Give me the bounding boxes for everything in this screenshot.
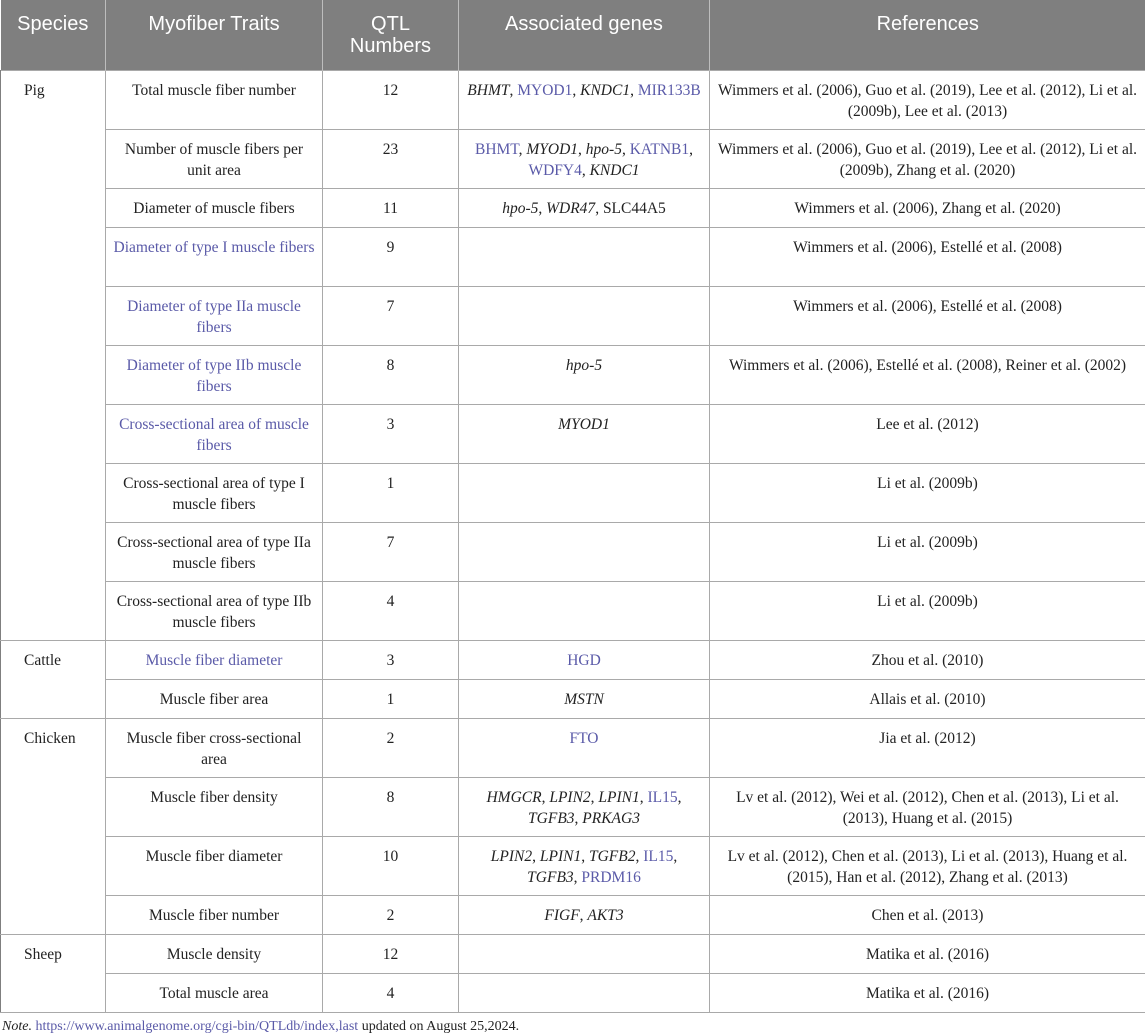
table-row xyxy=(1,934,1145,973)
species-cell: Sheep xyxy=(1,934,106,1012)
trait-cell: Muscle fiber density xyxy=(106,777,323,836)
refs-cell: Lv et al. (2012), Chen et al. (2013), Li et al. (2013), Huang et al. (2015), Han et al. (2012), Zhang et al. (2013) xyxy=(710,836,1145,895)
table-row xyxy=(1,70,1145,129)
gene: hpo-5 xyxy=(565,356,603,374)
header-row xyxy=(1,0,1145,70)
table-row xyxy=(1,973,1145,1012)
table-row xyxy=(1,463,1145,522)
gene: KNDC1 xyxy=(589,161,640,179)
genes-cell xyxy=(459,934,710,973)
refs-cell: Li et al. (2009b) xyxy=(710,463,1145,522)
gene: SLC44A5 xyxy=(602,199,666,217)
note-link[interactable]: https://www.animalgenome.org/cgi-bin/QTLdb/index,last xyxy=(35,1019,359,1034)
trait-link[interactable]: Diameter of type IIb muscle fibers xyxy=(126,356,302,395)
genes-cell xyxy=(459,718,710,777)
refs-cell: Wimmers et al. (2006), Estellé et al. (2008) xyxy=(710,227,1145,286)
qtl-cell: 1 xyxy=(323,679,459,718)
table-row xyxy=(1,188,1145,227)
genes-cell xyxy=(459,227,710,286)
genes-cell xyxy=(459,522,710,581)
gene-link[interactable]: KATNB1 xyxy=(629,140,690,158)
refs-cell: Wimmers et al. (2006), Estellé et al. (2008), Reiner et al. (2002) xyxy=(710,345,1145,404)
trait-cell: Muscle fiber number xyxy=(106,895,323,934)
gene: MYOD1 xyxy=(558,415,610,433)
genes-cell: BHMT, MYOD1, hpo-5, KATNB1, WDFY4, KNDC1 xyxy=(459,129,710,188)
header-species: Species xyxy=(1,0,106,70)
trait-cell xyxy=(106,640,323,679)
refs-cell: Matika et al. (2016) xyxy=(710,934,1145,973)
gene: AKT3 xyxy=(587,906,624,924)
refs-cell: Li et al. (2009b) xyxy=(710,581,1145,640)
trait-cell xyxy=(106,404,323,463)
gene: TGFB3 xyxy=(527,868,574,886)
genes-cell: FIGF, AKT3 xyxy=(459,895,710,934)
table-row xyxy=(1,895,1145,934)
gene-link[interactable]: IL15 xyxy=(647,788,678,806)
qtl-cell: 8 xyxy=(323,345,459,404)
gene-link[interactable]: WDFY4 xyxy=(528,161,582,179)
trait-link[interactable]: Muscle fiber diameter xyxy=(145,651,283,669)
gene: hpo-5 xyxy=(585,140,622,158)
gene: TGFB2 xyxy=(588,847,636,865)
qtl-cell: 12 xyxy=(323,70,459,129)
species-cell: Chicken xyxy=(1,718,106,934)
refs-cell: Jia et al. (2012) xyxy=(710,718,1145,777)
gene: KNDC1 xyxy=(580,81,631,99)
qtl-cell: 4 xyxy=(323,581,459,640)
trait-cell: Muscle fiber cross-sectional area xyxy=(106,718,323,777)
genes-cell: LPIN2, LPIN1, TGFB2, IL15, TGFB3, PRDM16 xyxy=(459,836,710,895)
gene-link[interactable]: HGD xyxy=(567,651,601,669)
trait-cell: Muscle fiber diameter xyxy=(106,836,323,895)
refs-cell: Wimmers et al. (2006), Zhang et al. (2020) xyxy=(710,188,1145,227)
table-row xyxy=(1,679,1145,718)
table-row xyxy=(1,718,1145,777)
refs-cell: Li et al. (2009b) xyxy=(710,522,1145,581)
gene-link[interactable]: FTO xyxy=(569,729,599,747)
genes-cell xyxy=(459,973,710,1012)
refs-cell: Wimmers et al. (2006), Estellé et al. (2008) xyxy=(710,286,1145,345)
refs-cell: Wimmers et al. (2006), Guo et al. (2019), Lee et al. (2012), Li et al. (2009b), Lee et al. (2013) xyxy=(710,70,1145,129)
gene: MSTN xyxy=(564,690,604,708)
qtl-cell: 3 xyxy=(323,404,459,463)
genes-cell xyxy=(459,404,710,463)
genes-cell xyxy=(459,679,710,718)
qtl-cell: 10 xyxy=(323,836,459,895)
trait-cell xyxy=(106,345,323,404)
trait-link[interactable]: Diameter of type IIa muscle fibers xyxy=(127,297,301,336)
refs-cell: Chen et al. (2013) xyxy=(710,895,1145,934)
header-qtl: QTL Numbers xyxy=(323,0,459,70)
genes-cell: BHMT, MYOD1, KNDC1, MIR133B xyxy=(459,70,710,129)
qtl-cell: 8 xyxy=(323,777,459,836)
header-refs: References xyxy=(710,0,1145,70)
trait-cell: Number of muscle fibers per unit area xyxy=(106,129,323,188)
refs-cell: Matika et al. (2016) xyxy=(710,973,1145,1012)
trait-cell: Muscle fiber area xyxy=(106,679,323,718)
qtl-cell: 7 xyxy=(323,522,459,581)
qtl-cell: 2 xyxy=(323,895,459,934)
gene-link[interactable]: MIR133B xyxy=(637,81,701,99)
trait-cell: Total muscle area xyxy=(106,973,323,1012)
table-row xyxy=(1,777,1145,836)
species-cell: Cattle xyxy=(1,640,106,718)
gene: hpo-5 xyxy=(502,199,539,217)
table-row xyxy=(1,404,1145,463)
note-label: Note. xyxy=(2,1019,32,1034)
gene: TGFB3 xyxy=(528,809,575,827)
table-row xyxy=(1,345,1145,404)
gene: BHMT xyxy=(467,81,510,99)
refs-cell: Zhou et al. (2010) xyxy=(710,640,1145,679)
gene: FIGF xyxy=(544,906,580,924)
qtl-cell: 7 xyxy=(323,286,459,345)
trait-cell: Muscle density xyxy=(106,934,323,973)
genes-cell xyxy=(459,463,710,522)
gene-link[interactable]: IL15 xyxy=(643,847,674,865)
refs-cell: Lv et al. (2012), Wei et al. (2012), Chen et al. (2013), Li et al. (2013), Huang et al. (2015) xyxy=(710,777,1145,836)
qtl-cell: 4 xyxy=(323,973,459,1012)
genes-cell xyxy=(459,286,710,345)
table-note xyxy=(2,1018,519,1035)
refs-cell: Wimmers et al. (2006), Guo et al. (2019), Lee et al. (2012), Li et al. (2009b), Zhang et al. (2020) xyxy=(710,129,1145,188)
header-traits: Myofiber Traits xyxy=(106,0,323,70)
trait-cell xyxy=(106,286,323,345)
trait-cell xyxy=(106,227,323,286)
gene: LPIN2 xyxy=(549,788,591,806)
qtl-cell: 12 xyxy=(323,934,459,973)
header-genes: Associated genes xyxy=(459,0,710,70)
gene: LPIN1 xyxy=(598,788,640,806)
gene: WDR47 xyxy=(546,199,596,217)
table-row xyxy=(1,640,1145,679)
trait-link[interactable]: Cross-sectional area of muscle fibers xyxy=(119,415,309,454)
trait-cell: Cross-sectional area of type IIa muscle fibers xyxy=(106,522,323,581)
qtl-cell: 9 xyxy=(323,227,459,286)
table-row xyxy=(1,522,1145,581)
note-text: updated on August 25,2024. xyxy=(361,1019,520,1034)
gene: MYOD1 xyxy=(526,140,579,158)
trait-link[interactable]: Diameter of type I muscle fibers xyxy=(113,238,315,256)
qtl-cell: 2 xyxy=(323,718,459,777)
genes-cell: HMGCR, LPIN2, LPIN1, IL15, TGFB3, PRKAG3 xyxy=(459,777,710,836)
gene: LPIN2 xyxy=(490,847,533,865)
refs-cell: Allais et al. (2010) xyxy=(710,679,1145,718)
table-row xyxy=(1,227,1145,286)
table-row xyxy=(1,129,1145,188)
gene-link[interactable]: MYOD1 xyxy=(517,81,573,99)
genes-cell xyxy=(459,345,710,404)
table-row xyxy=(1,581,1145,640)
genes-cell xyxy=(459,581,710,640)
gene: LPIN1 xyxy=(539,847,582,865)
genes-cell: hpo-5, WDR47, SLC44A5 xyxy=(459,188,710,227)
gene-link[interactable]: BHMT xyxy=(474,140,519,158)
gene-link[interactable]: PRDM16 xyxy=(581,868,641,886)
qtl-cell: 3 xyxy=(323,640,459,679)
table-row xyxy=(1,286,1145,345)
trait-cell: Cross-sectional area of type IIb muscle fibers xyxy=(106,581,323,640)
table-row xyxy=(1,836,1145,895)
gene: HMGCR xyxy=(486,788,542,806)
species-cell: Pig xyxy=(1,70,106,640)
refs-cell: Lee et al. (2012) xyxy=(710,404,1145,463)
trait-cell: Diameter of muscle fibers xyxy=(106,188,323,227)
qtl-cell: 1 xyxy=(323,463,459,522)
genes-cell xyxy=(459,640,710,679)
qtl-cell: 23 xyxy=(323,129,459,188)
trait-cell: Total muscle fiber number xyxy=(106,70,323,129)
gene: PRKAG3 xyxy=(582,809,640,827)
trait-cell: Cross-sectional area of type I muscle fibers xyxy=(106,463,323,522)
qtl-cell: 11 xyxy=(323,188,459,227)
